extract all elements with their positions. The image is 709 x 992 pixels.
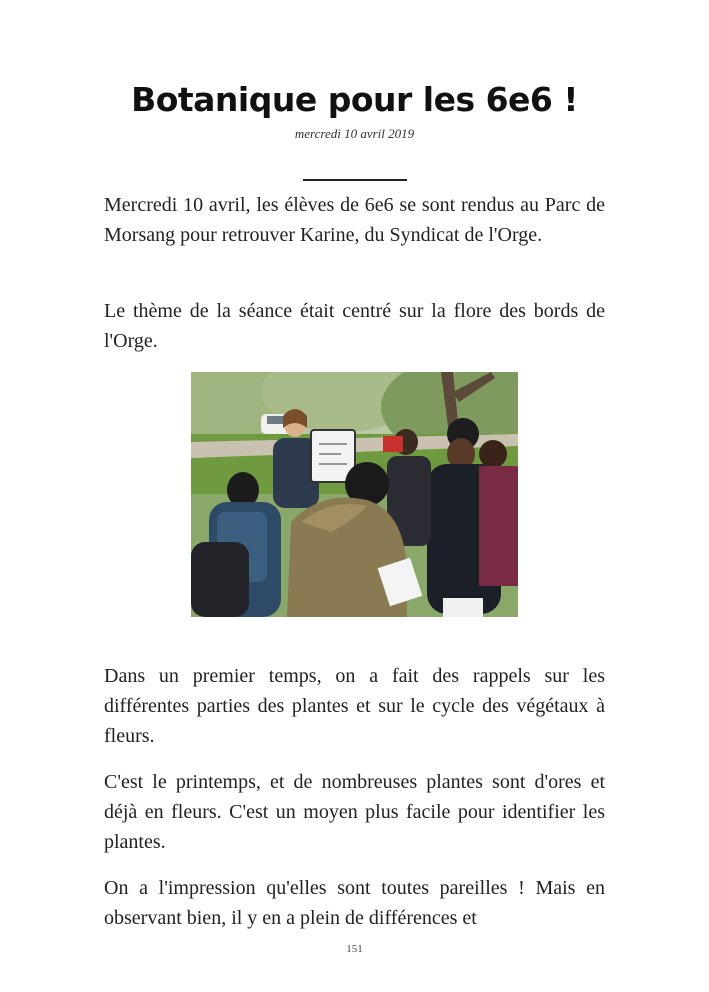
paragraph-reminders: Dans un premier temps, on a fait des rappels sur les différentes parties des plantes et sur le cycle des végétaux à fleurs.: [104, 665, 605, 747]
article-date: mercredi 10 avril 2019: [294, 126, 415, 141]
paragraph-spring: C'est le printemps, et de nombreuses plantes sont d'ores et déjà en fleurs. C'est un moyen plus facile pour identifier les plantes.: [104, 771, 605, 853]
students-photo: [191, 372, 518, 617]
paragraph-differences: On a l'impression qu'elles sont toutes pareilles ! Mais en observant bien, il y en a plein de différences et: [104, 877, 605, 929]
paragraph-theme: Le thème de la séance était centré sur la flore des bords de l'Orge.: [104, 300, 605, 352]
page-number: 151: [346, 943, 363, 955]
article-title: Botanique pour les 6e6 !: [131, 80, 578, 119]
title-divider: [303, 179, 407, 181]
paragraph-intro: Mercredi 10 avril, les élèves de 6e6 se sont rendus au Parc de Morsang pour retrouver Karine, du Syndicat de l'Orge.: [104, 194, 605, 246]
